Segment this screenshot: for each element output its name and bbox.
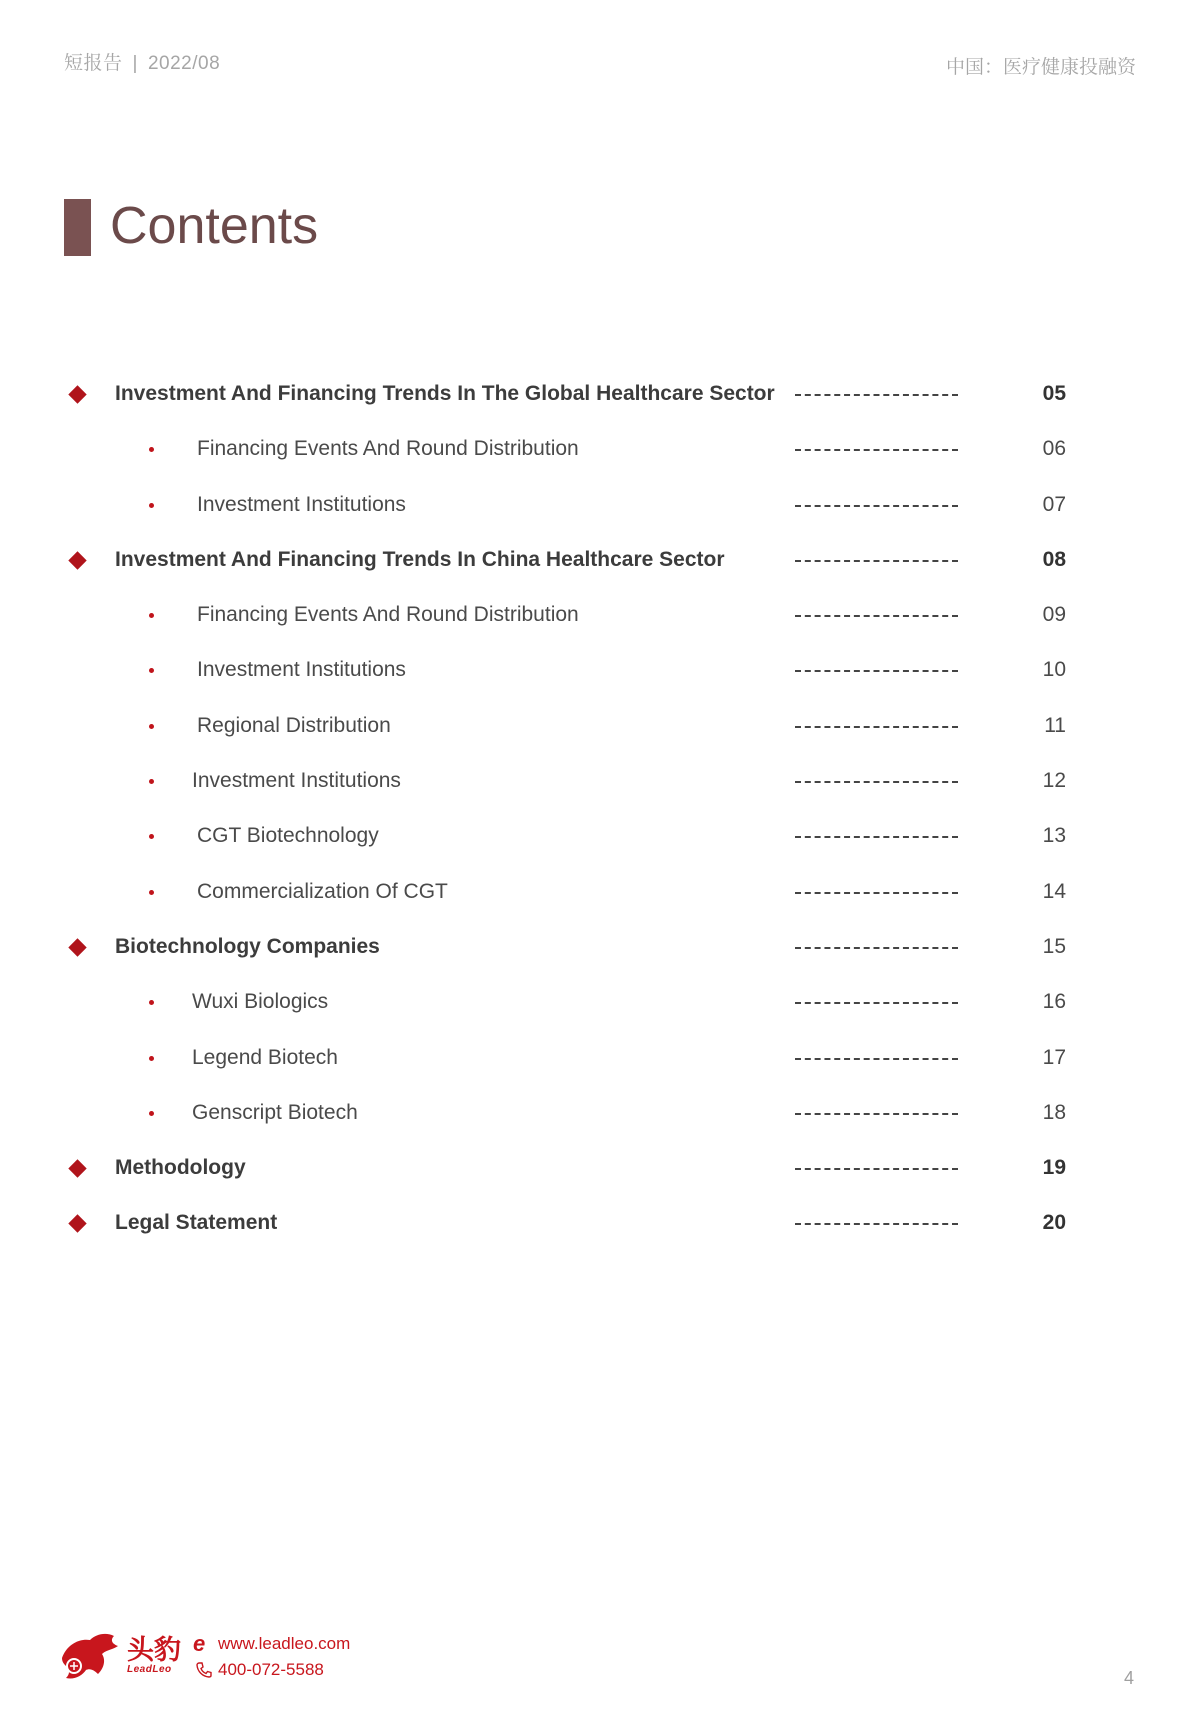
leopard-logo-icon <box>60 1628 120 1682</box>
report-date: 2022/08 <box>147 53 221 74</box>
dot-bullet-icon <box>149 1056 154 1061</box>
toc-entry-label: Investment And Financing Trends In The Global Healthcare Sector <box>115 382 775 405</box>
toc-leader-line <box>795 615 958 617</box>
title-accent-bar <box>64 199 91 256</box>
toc-subsection-row[interactable] <box>0 1084 1200 1139</box>
toc-leader-line <box>795 726 958 728</box>
toc-entry-label: Investment Institutions <box>192 769 401 793</box>
toc-entry-label: Genscript Biotech <box>192 1100 358 1124</box>
toc-entry-label: Investment And Financing Trends In China Healthcare Sector <box>115 547 725 571</box>
toc-section-row[interactable] <box>0 1194 1200 1249</box>
toc-entry-label: Commercialization Of CGT <box>197 879 448 903</box>
toc-entry-label: Investment Institutions <box>197 658 406 682</box>
header-right-title: 中国：医疗健康投融资 <box>945 57 1136 78</box>
toc-page-number: 10 <box>1042 658 1066 682</box>
toc-page-number: 12 <box>1042 769 1066 793</box>
diamond-bullet-icon <box>68 1215 86 1233</box>
toc-subsection-row[interactable] <box>0 586 1200 641</box>
toc-section-row[interactable] <box>0 531 1200 586</box>
toc-leader-line <box>795 836 958 838</box>
toc-subsection-row[interactable] <box>0 476 1200 531</box>
toc-page-number: 18 <box>1042 1100 1066 1124</box>
web-e-icon: e <box>193 1631 206 1656</box>
diamond-bullet-icon <box>68 938 86 956</box>
toc-entry-label: Methodology <box>115 1156 246 1180</box>
toc-leader-line <box>795 1002 958 1004</box>
toc-subsection-row[interactable] <box>0 420 1200 475</box>
brand-name-cn: 头豹 <box>127 1635 181 1665</box>
toc-subsection-row[interactable] <box>0 1029 1200 1084</box>
toc-leader-line <box>795 1168 958 1170</box>
toc-entry-label: Financing Events And Round Distribution <box>197 603 579 627</box>
toc-leader-line <box>795 449 958 451</box>
phone-icon <box>195 1661 213 1679</box>
toc-entry-label: Financing Events And Round Distribution <box>197 437 579 461</box>
dot-bullet-icon <box>149 447 154 452</box>
toc-subsection-row[interactable] <box>0 807 1200 862</box>
dot-bullet-icon <box>149 1000 154 1005</box>
dot-bullet-icon <box>149 834 154 839</box>
toc-page-number: 20 <box>1042 1211 1066 1235</box>
toc-entry-label: Legend Biotech <box>192 1045 338 1069</box>
toc-section-row[interactable] <box>0 1139 1200 1194</box>
toc-page-number: 05 <box>1042 382 1066 405</box>
toc-leader-line <box>795 1113 958 1115</box>
dot-bullet-icon <box>149 779 154 784</box>
toc-leader-line <box>795 394 958 396</box>
dot-bullet-icon <box>149 613 154 618</box>
toc-page-number: 09 <box>1042 603 1066 627</box>
toc-entry-label: Regional Distribution <box>197 713 391 737</box>
toc-leader-line <box>795 560 958 562</box>
header-left <box>64 48 220 75</box>
toc-leader-line <box>795 892 958 894</box>
toc-page-number: 17 <box>1042 1045 1066 1069</box>
toc-entry-label: CGT Biotechnology <box>197 824 379 848</box>
toc-leader-line <box>795 1058 958 1060</box>
toc-entry-label: Wuxi Biologics <box>192 990 329 1014</box>
toc-entry-label: Investment Institutions <box>197 492 406 516</box>
page-number: 4 <box>1123 1668 1134 1688</box>
toc-entry-label: Biotechnology Companies <box>115 934 380 958</box>
toc-page-number: 08 <box>1042 547 1066 571</box>
toc-page-number: 13 <box>1042 824 1066 848</box>
brand-name-en: LeadLeo <box>127 1664 172 1675</box>
dot-bullet-icon <box>149 1111 154 1116</box>
diamond-bullet-icon <box>68 551 86 569</box>
toc-leader-line <box>795 670 958 672</box>
toc-page-number: 15 <box>1042 934 1066 958</box>
toc-page-number: 07 <box>1042 492 1066 516</box>
toc-subsection-row[interactable] <box>0 863 1200 918</box>
dot-bullet-icon <box>149 724 154 729</box>
table-of-contents <box>0 365 1200 1250</box>
dot-bullet-icon <box>149 890 154 895</box>
toc-section-row[interactable] <box>0 918 1200 973</box>
toc-subsection-row[interactable] <box>0 697 1200 752</box>
toc-leader-line <box>795 781 958 783</box>
diamond-bullet-icon <box>68 385 86 403</box>
diamond-bullet-icon <box>68 1159 86 1177</box>
toc-subsection-row[interactable] <box>0 641 1200 696</box>
toc-page-number: 06 <box>1042 437 1066 461</box>
dot-bullet-icon <box>149 668 154 673</box>
toc-entry-label: Legal Statement <box>115 1211 278 1235</box>
toc-page-number: 11 <box>1044 713 1066 737</box>
report-type-label: 短报告 <box>64 53 123 74</box>
toc-leader-line <box>795 505 958 507</box>
toc-leader-line <box>795 947 958 949</box>
toc-page-number: 19 <box>1042 1156 1066 1180</box>
website-link[interactable]: www.leadleo.com <box>218 1634 351 1653</box>
header-separator: | <box>132 53 138 74</box>
page-title: Contents <box>110 197 319 255</box>
toc-leader-line <box>795 1223 958 1225</box>
dot-bullet-icon <box>149 503 154 508</box>
toc-subsection-row[interactable] <box>0 973 1200 1028</box>
toc-page-number: 16 <box>1042 990 1066 1014</box>
toc-section-row[interactable] <box>0 365 1200 420</box>
phone-number: 400-072-5588 <box>218 1660 324 1679</box>
toc-page-number: 14 <box>1042 879 1066 903</box>
toc-subsection-row[interactable] <box>0 752 1200 807</box>
